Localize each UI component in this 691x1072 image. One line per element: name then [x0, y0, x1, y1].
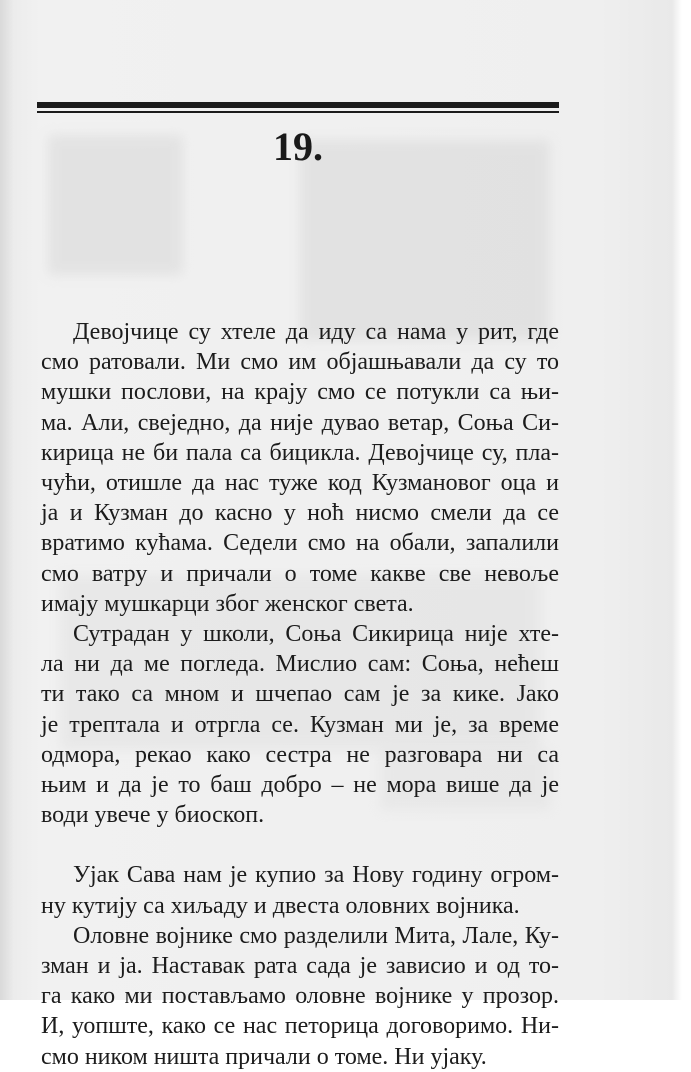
- header-rule-thin: [37, 111, 559, 113]
- text-line: смо ватру и причали о томе какве све невоље: [41, 560, 559, 587]
- text-line: вратимо кућама. Седели смо на обали, запалили: [41, 530, 559, 557]
- text-line: смо ратовали. Ми смо им објашњавали да су то: [41, 349, 559, 376]
- text-line: И, уопште, како се нас петорица договоримо. Ни-: [41, 1013, 559, 1040]
- text-line: мушки послови, на крају смо се потукли са њи-: [41, 379, 559, 406]
- text-line: кирица не би пала са бицикла. Девојчице су, пла-: [41, 439, 559, 466]
- chapter-body: [41, 317, 559, 1072]
- text-line: смо ником ништа причали о томе. Ни ујаку.: [41, 1043, 487, 1070]
- text-line: ја и Кузман до касно у ноћ нисмо смели да се: [41, 500, 559, 527]
- text-line: зман и ја. Наставак рата сада је зависио и од то-: [41, 953, 559, 980]
- text-line: ти тако са мном и шчепао сам је за кике. Јако: [41, 681, 559, 708]
- text-line: ну кутију са хиљаду и двеста оловних војника.: [41, 892, 520, 919]
- text-line: ла ни да ме погледа. Мислио сам: Соња, нећеш: [41, 651, 559, 678]
- text-line: Оловне војнике смо разделили Мита, Лале, Ку-: [73, 922, 559, 949]
- text-line: је трептала и отргла се. Кузман ми је, за време: [41, 711, 559, 738]
- text-line: ма. Али, свеједно, да није дувао ветар, Соња Си-: [41, 409, 559, 436]
- text-line: чући, отишле да нас туже код Кузмановог оца и: [41, 470, 559, 497]
- text-line: Девојчице су хтеле да иду са нама у рит, где: [73, 319, 559, 345]
- text-line: Ујак Сава нам је купио за Нову годину огром-: [73, 862, 559, 889]
- text-line: га како ми постављамо оловне војнике у прозор.: [41, 983, 559, 1010]
- text-line: њим и да је то баш добро – не мора више да је: [41, 772, 559, 799]
- paragraph-gap: [41, 830, 559, 860]
- text-line: имају мушкарци због женског света.: [41, 590, 414, 617]
- text-line: Сутрадан у школи, Соња Сикирица није хте-: [73, 621, 559, 648]
- chapter-number: 19.: [273, 124, 323, 169]
- text-line: одмора, рекао како сестра не разговара ни са: [41, 741, 559, 768]
- header-rule-thick: [37, 102, 559, 108]
- text-line: води увече у биоскоп.: [41, 802, 265, 829]
